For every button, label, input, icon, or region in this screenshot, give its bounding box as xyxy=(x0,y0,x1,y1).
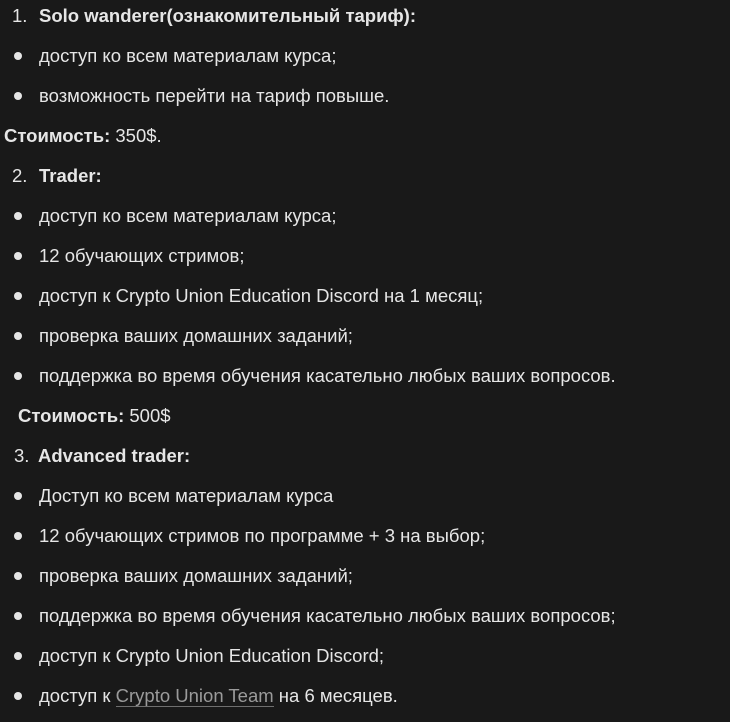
list-item-text: возможность перейти на тариф повыше. xyxy=(39,85,390,106)
tariff-title: Trader: xyxy=(39,165,102,186)
price-label: Стоимость: xyxy=(18,405,125,426)
price-line xyxy=(4,124,162,148)
bullet-icon xyxy=(14,372,22,380)
item-prefix: доступ к xyxy=(39,685,116,706)
bullet-icon xyxy=(14,572,22,580)
bullet-icon xyxy=(14,252,22,260)
bullet-icon xyxy=(14,332,22,340)
list-item-text: доступ к Crypto Union Education Discord; xyxy=(39,645,385,666)
item-suffix: на 6 месяцев. xyxy=(273,685,398,706)
crypto-union-team-link[interactable]: Crypto Union Team xyxy=(115,685,274,706)
list-number: 2. xyxy=(12,165,28,186)
bullet-icon xyxy=(14,652,22,660)
list-item-text: поддержка во время обучения касательно любых ваших вопросов; xyxy=(39,605,616,626)
list-item-text xyxy=(39,684,398,708)
bullet-icon xyxy=(14,292,22,300)
bullet-icon xyxy=(14,492,22,500)
bullet-icon xyxy=(14,532,22,540)
price-value: 350$. xyxy=(110,125,162,146)
price-label: Стоимость: xyxy=(4,125,111,146)
bullet-icon xyxy=(14,212,22,220)
list-item-text: Доступ ко всем материалам курса xyxy=(39,485,334,506)
price-line xyxy=(18,404,171,428)
tariff-title: Advanced trader: xyxy=(38,445,191,466)
list-number: 1. xyxy=(12,5,28,26)
bullet-icon xyxy=(14,92,22,100)
bullet-icon xyxy=(14,52,22,60)
bullet-icon xyxy=(14,612,22,620)
list-item-text: поддержка во время обучения касательно любых ваших вопросов. xyxy=(39,365,616,386)
list-number: 3. xyxy=(14,445,30,466)
list-item-text: доступ ко всем материалам курса; xyxy=(39,45,337,66)
list-item-text: проверка ваших домашних заданий; xyxy=(39,325,353,346)
list-item-text: доступ к Crypto Union Education Discord на 1 месяц; xyxy=(39,285,484,306)
list-item-text: 12 обучающих стримов по программе + 3 на выбор; xyxy=(39,525,486,546)
list-item-text: доступ ко всем материалам курса; xyxy=(39,205,337,226)
list-item-text: проверка ваших домашних заданий; xyxy=(39,565,353,586)
list-item-text: 12 обучающих стримов; xyxy=(39,245,245,266)
bullet-icon xyxy=(14,692,22,700)
tariff-title: Solo wanderer(ознакомительный тариф): xyxy=(39,5,416,26)
price-value: 500$ xyxy=(124,405,171,426)
